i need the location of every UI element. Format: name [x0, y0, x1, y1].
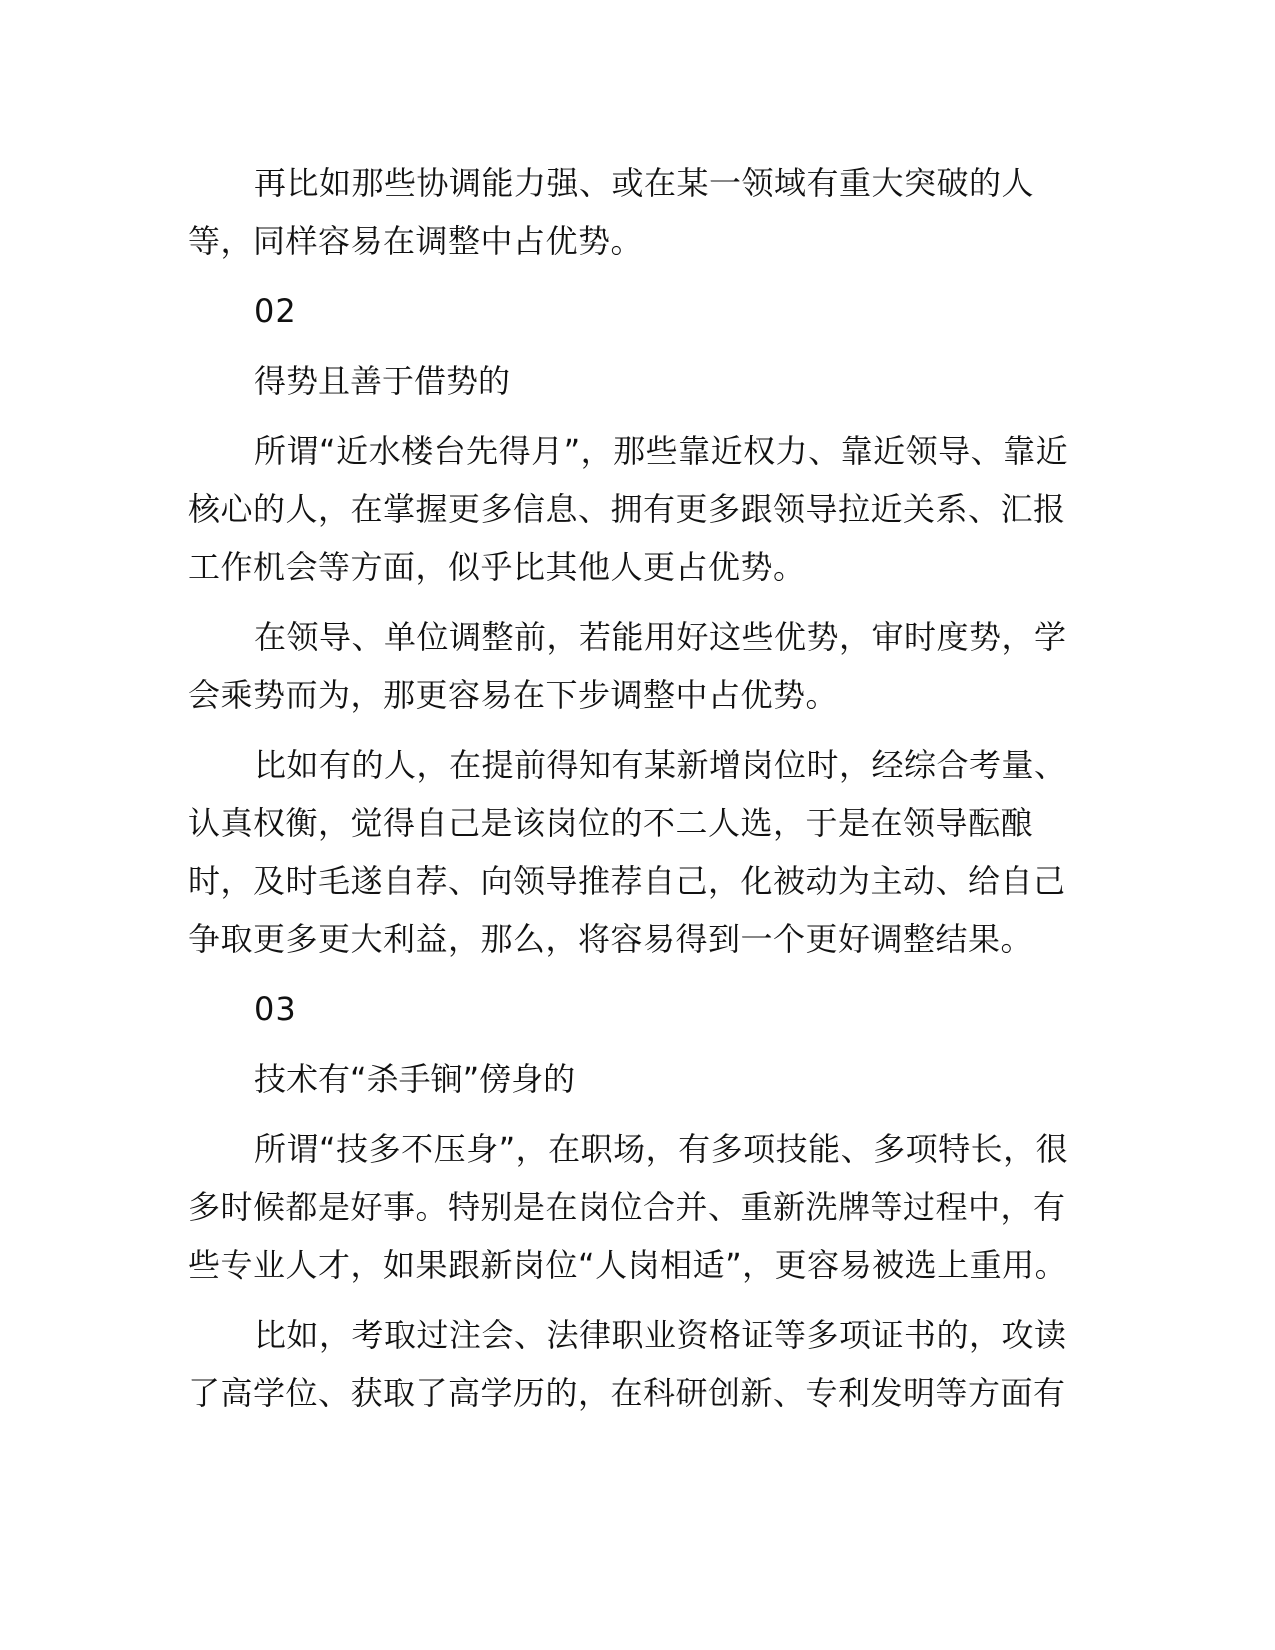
- paragraph-6: 比如，考取过注会、法律职业资格证等多项证书的，攻读了高学位、获取了高学历的，在科研创新、专利发明等方面有: [188, 1316, 1067, 1412]
- paragraph-1: 再比如那些协调能力强、或在某一领域有重大突破的人等，同样容易在调整中占优势。: [188, 164, 1035, 260]
- document-page: [188, 154, 1088, 1434]
- section-number-02: 02: [254, 292, 297, 330]
- section-heading-3: 技术有“杀手锏”傍身的: [254, 1060, 576, 1098]
- paragraph-5: 所谓“技多不压身”，在职场，有多项技能、多项特长，很多时候都是好事。特别是在岗位合并、重新洗牌等过程中，有些专业人才，如果跟新岗位“人岗相适”，更容易被选上重用。: [188, 1130, 1069, 1284]
- paragraph-3: 在领导、单位调整前，若能用好这些优势，审时度势，学会乘势而为，那更容易在下步调整中占优势。: [188, 618, 1067, 714]
- section-number-03: 03: [254, 990, 297, 1028]
- paragraph-2: 所谓“近水楼台先得月”，那些靠近权力、靠近领导、靠近核心的人，在掌握更多信息、拥有更多跟领导拉近关系、汇报工作机会等方面，似乎比其他人更占优势。: [188, 432, 1069, 586]
- paragraph-4: 比如有的人，在提前得知有某新增岗位时，经综合考量、认真权衡，觉得自己是该岗位的不二人选，于是在领导酝酿时，及时毛遂自荐、向领导推荐自己，化被动为主动、给自己争取更多更大利益，那么，将容易得到一个更好调整结果。: [188, 746, 1067, 958]
- section-heading-2: 得势且善于借势的: [254, 362, 511, 400]
